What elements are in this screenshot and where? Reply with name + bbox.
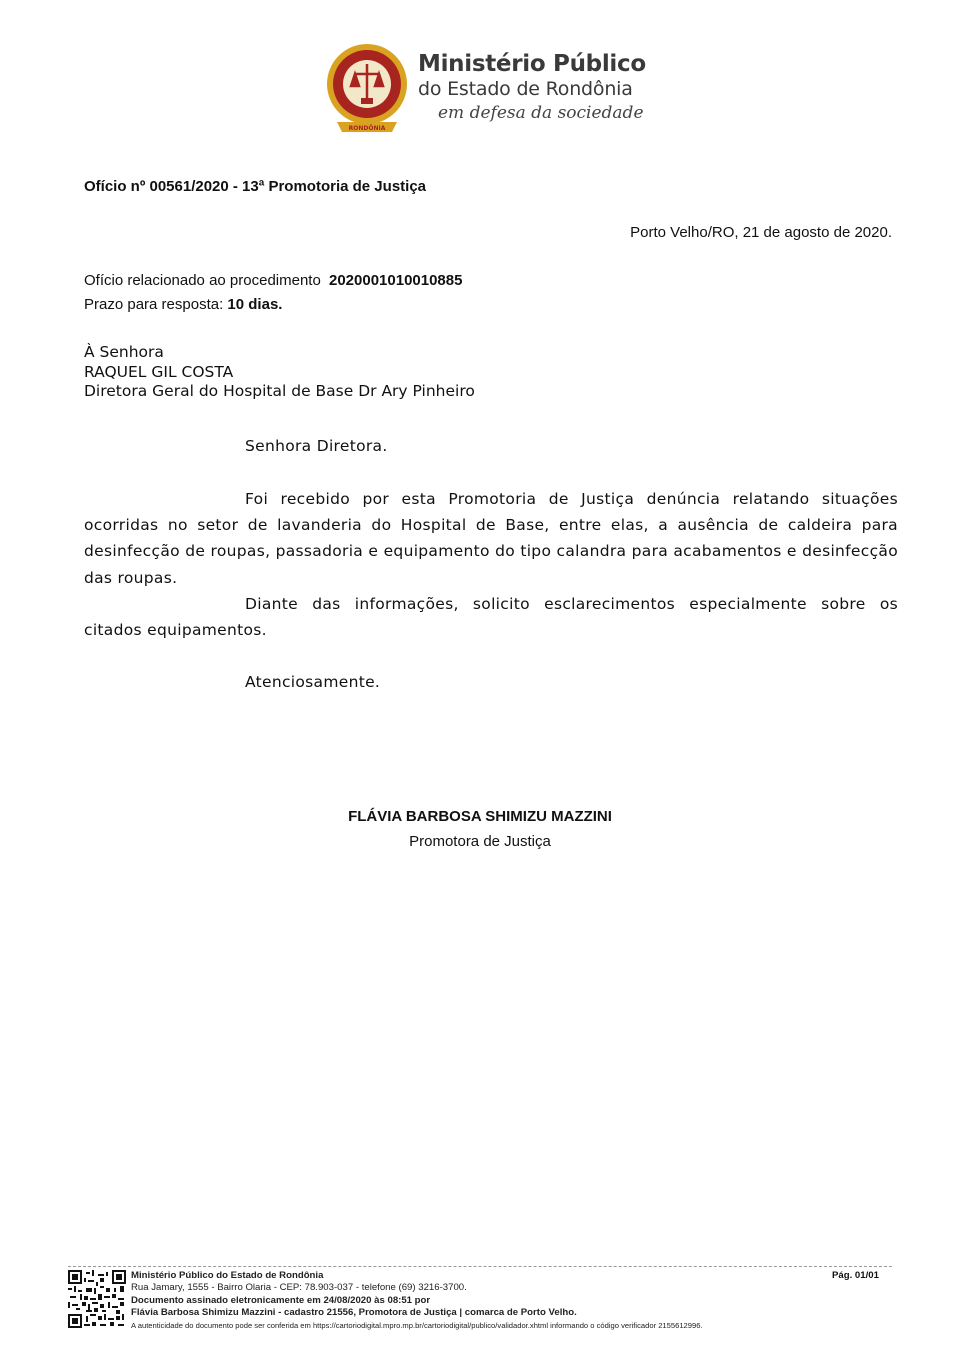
footer-signed-at: Documento assinado eletronicamente em 24/08/2020 às 08:51 por [131, 1294, 431, 1306]
institution-seal-logo [322, 40, 412, 136]
paragraph-1: Foi recebido por esta Promotoria de Justiça denúncia relatando situações ocorridas no setor de lavanderia do Hospital de Base, entre elas, a ausência de caldeira para desinfecção de roupas, passadoria e equipamento do tipo calandra para acabamentos e desinfecção das roupas. [84, 490, 898, 587]
org-tagline: em defesa da sociedade [438, 103, 644, 123]
procedimento-label: Ofício relacionado ao procedimento [84, 272, 321, 289]
prazo-label: Prazo para resposta: [84, 296, 224, 313]
procedimento-line [84, 272, 462, 289]
greeting: Senhora Diretora. [245, 437, 388, 455]
org-name-line2: do Estado de Rondônia [418, 78, 633, 100]
org-name-line1: Ministério Público [418, 51, 646, 77]
footer-signer: Flávia Barbosa Shimizu Mazzini - cadastro 21556, Promotora de Justiça | comarca de Porto Velho. [131, 1307, 577, 1319]
recipient-block [84, 343, 475, 402]
recipient-salutation: À Senhora [84, 343, 164, 361]
prazo-line [84, 296, 282, 313]
footer-divider [68, 1266, 892, 1267]
place-date: Porto Velho/RO, 21 de agosto de 2020. [630, 224, 892, 241]
paragraph-2: Diante das informações, solicito esclarecimentos especialmente sobre os citados equipamentos. [84, 594, 898, 640]
letter-body [84, 486, 898, 643]
institution-brand [418, 50, 646, 126]
closing: Atenciosamente. [245, 673, 381, 691]
footer-org: Ministério Público do Estado de Rondônia [131, 1270, 324, 1281]
footer-authenticity: A autenticidade do documento pode ser conferida em https://cartoriodigital.mpro.mp.br/cartoriodigital/publico/validador.xhtml informando o código verificador 2155612996. [131, 1320, 703, 1330]
procedimento-number: 2020001010010885 [328, 272, 463, 289]
recipient-role: Diretora Geral do Hospital de Base Dr Ary Pinheiro [84, 382, 475, 400]
prazo-value: 10 dias. [227, 296, 283, 313]
oficio-title: Ofício nº 00561/2020 - 13ª Promotoria de Justiça [84, 178, 427, 195]
footer-address: Rua Jamary, 1555 - Bairro Olaria - CEP: 78.903-037 - telefone (69) 3216-3700. [131, 1282, 467, 1294]
page-number: Pág. 01/01 [832, 1270, 879, 1281]
signer-role: Promotora de Justiça [409, 833, 551, 850]
footer-info [131, 1270, 703, 1332]
recipient-name: RAQUEL GIL COSTA [84, 362, 234, 381]
qr-code-icon [68, 1270, 126, 1328]
svg-text:RONDÔNIA: RONDÔNIA [348, 125, 386, 132]
signer-name: FLÁVIA BARBOSA SHIMIZU MAZZINI [348, 808, 612, 825]
